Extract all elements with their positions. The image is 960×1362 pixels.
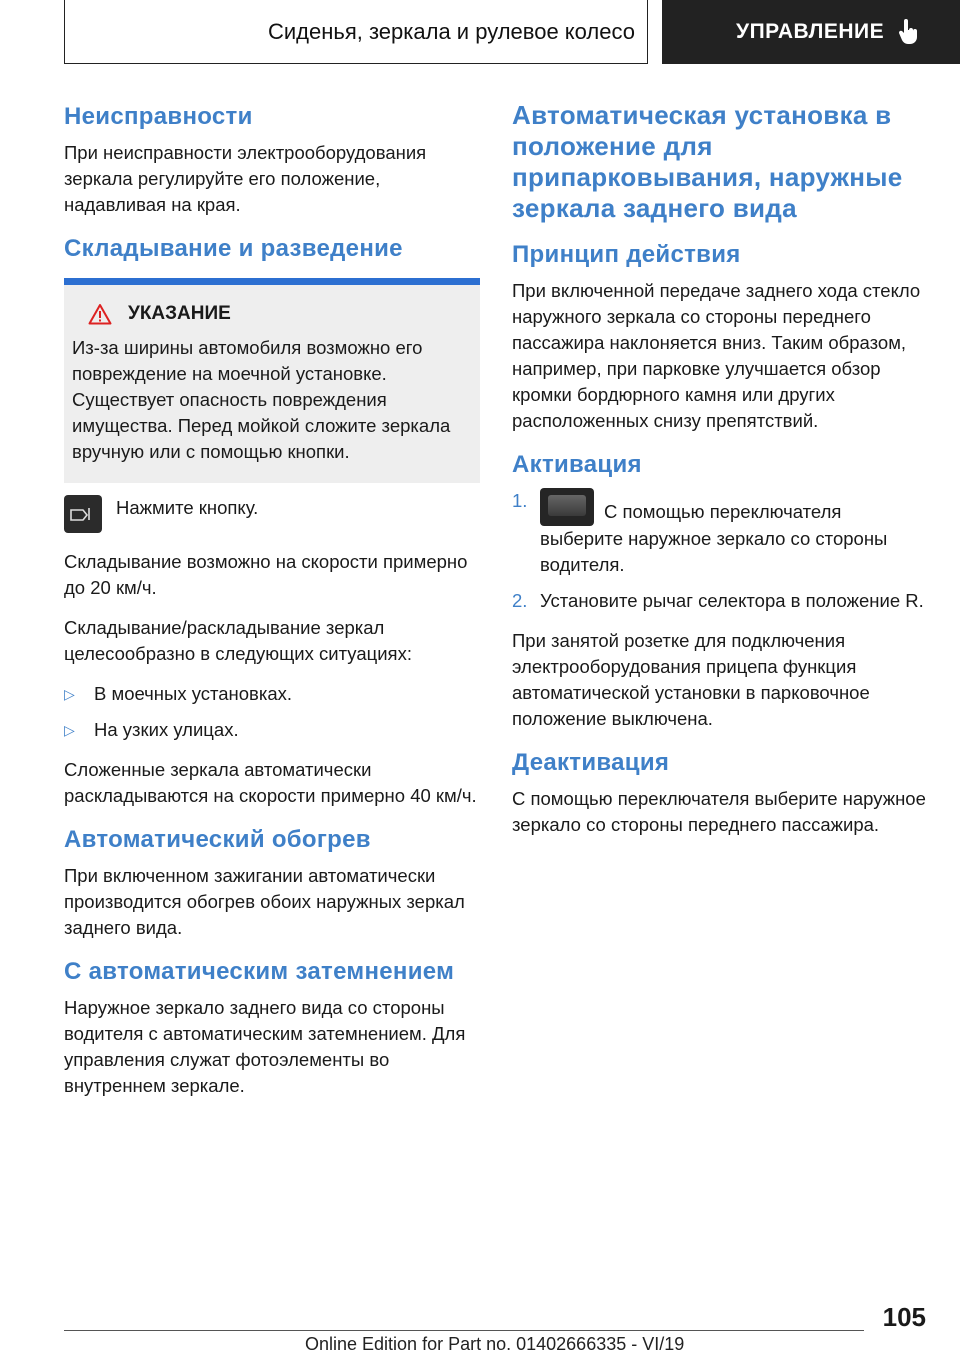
heating-heading: Автоматический обогрев [64, 826, 371, 853]
warning-title: УКАЗАНИЕ [128, 303, 231, 324]
warning-text: Из-за ширины автомобиля возможно его повреждение на моечной установке. Существует опасность повреждения имущества. Перед мойкой сложите зеркала вручную или с помощью кнопки. [72, 337, 451, 462]
left-column [64, 100, 480, 1113]
chapter-tab [662, 0, 960, 64]
folding-heading: Складывание и разведение [64, 235, 403, 262]
principle-heading: Принцип действия [512, 241, 741, 268]
warning-rule [64, 278, 480, 285]
running-header [64, 0, 648, 64]
list-item: 1. С помощью переключателя выберите наружное зеркало со стороны водителя. [512, 490, 888, 575]
situations-list [64, 681, 480, 743]
deactivation-text: С помощью переключателя выберите наружное зеркало со стороны переднего пассажира. [512, 788, 926, 835]
dimming-text: Наружное зеркало заднего вида со стороны водителя с автоматическим затемнением. Для управления служат фотоэлементы во внутреннем зеркале. [64, 997, 466, 1096]
triangle-bullet-icon: ▷ [64, 722, 75, 738]
right-column [512, 100, 928, 852]
footer-rule [64, 1330, 864, 1331]
deactivation-heading: Деактивация [512, 749, 670, 776]
mirror-selector-switch-icon [540, 488, 594, 526]
folding-speed-text: Складывание возможно на скорости примерно до 20 км/ч. [64, 551, 468, 598]
activation-steps [512, 488, 928, 614]
fold-button-row [64, 495, 480, 535]
chapter-title: УПРАВЛЕНИЕ [736, 20, 885, 43]
principle-text: При включенной передаче заднего хода стекло наружного зеркала со стороны переднего пассажира наклоняется вниз. Таким образом, например, при парковке улучшается обзор кромки бордюрного камня или других расположенных снизу препятствий. [512, 280, 921, 431]
malfunction-heading: Неисправности [64, 103, 253, 130]
list-item: ▷ В моечных установках. [64, 681, 480, 707]
activation-heading: Активация [512, 451, 642, 478]
trailer-text: При занятой розетке для подключения электрооборудования прицепа функция автоматической установки в парковочное положение выключена. [512, 630, 870, 729]
main-heading: Автоматическая установка в положение для припарковывания, наружные зеркала заднего вида [512, 100, 903, 223]
page-number: 105 [882, 1302, 926, 1332]
edition-footer: Online Edition for Part no. 01402666335 - VI/19 [305, 1334, 685, 1354]
mirror-fold-button-icon [64, 495, 102, 533]
press-button-text: Нажмите кнопку. [116, 497, 259, 518]
list-item: ▷ На узких улицах. [64, 717, 480, 743]
unfold-text: Сложенные зеркала автоматически раскладываются на скорости примерно 40 км/ч. [64, 759, 477, 806]
warning-header [72, 303, 472, 325]
heating-text: При включенном зажигании автоматически производится обогрев обоих наружных зеркал заднего вида. [64, 865, 465, 938]
warning-box [64, 285, 480, 483]
malfunction-text: При неисправности электрооборудования зеркала регулируйте его положение, надавливая на края. [64, 142, 427, 215]
folding-situations-text: Складывание/раскладывание зеркал целесообразно в следующих ситуациях: [64, 617, 412, 664]
hand-pointer-icon [898, 19, 920, 45]
warning-triangle-icon [88, 303, 112, 325]
section-title: Сиденья, зеркала и рулевое колесо [267, 18, 635, 44]
dimming-heading: С автоматическим затемнением [64, 958, 455, 985]
triangle-bullet-icon: ▷ [64, 686, 75, 702]
list-item: 2. Установите рычаг селектора в положение R. [512, 590, 924, 611]
